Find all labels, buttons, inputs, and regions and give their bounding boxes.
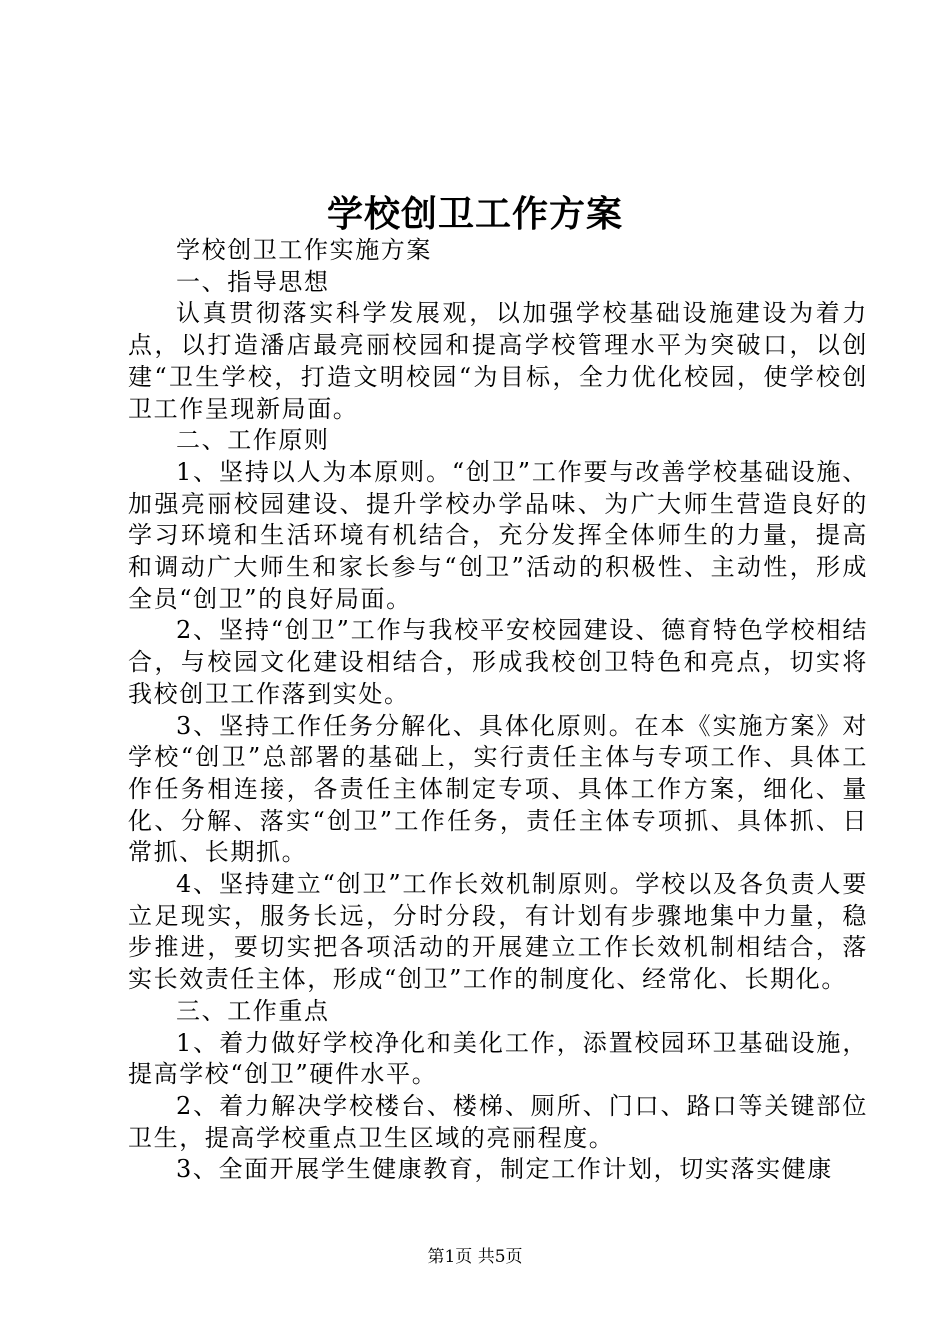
section-heading-2: 二、工作原则 [176,426,330,455]
document-body [128,235,868,1186]
page-footer: 第1页 共5页 [427,1247,523,1267]
section-heading-3: 三、工作重点 [176,996,330,1025]
body-paragraph: 1、着力做好学校净化和美化工作，添置校园环卫基础设施，提高学校“创卫”硬件水平。 [128,1028,868,1089]
body-paragraph: 认真贯彻落实科学发展观，以加强学校基础设施建设为着力点，以打造潘店最亮丽校园和提高学校管理水平为突破口，以创建“卫生学校，打造文明校园“为目标，全力优化校园，使学校创卫工作呈现新局面。 [128,299,868,423]
section-heading-1: 一、指导思想 [176,267,330,296]
body-paragraph: 2、着力解决学校楼台、楼梯、厕所、门口、路口等关键部位卫生，提高学校重点卫生区域的亮丽程度。 [128,1091,868,1152]
body-paragraph: 2、坚持“创卫”工作与我校平安校园建设、德育特色学校相结合，与校园文化建设相结合，形成我校创卫特色和亮点，切实将我校创卫工作落到实处。 [128,616,868,708]
body-paragraph: 1、坚持以人为本原则。“创卫”工作要与改善学校基础设施、加强亮丽校园建设、提升学校办学品味、为广大师生营造良好的学习环境和生活环境有机结合，充分发挥全体师生的力量，提高和调动广大师生和家长参与“创卫”活动的积极性、主动性，形成全员“创卫”的良好局面。 [128,457,868,613]
body-paragraph: 3、全面开展学生健康教育，制定工作计划，切实落实健康 [176,1155,833,1184]
document-title: 学校创卫工作方案 [326,193,623,235]
body-paragraph: 3、坚持工作任务分解化、具体化原则。在本《实施方案》对学校“创卫”总部署的基础上，实行责任主体与专项工作、具体工作任务相连接，各责任主体制定专项、具体工作方案，细化、量化、分解、落实“创卫”工作任务，责任主体专项抓、具体抓、日常抓、长期抓。 [128,711,868,867]
subtitle-paragraph: 学校创卫工作实施方案 [176,236,432,264]
body-paragraph: 4、坚持建立“创卫”工作长效机制原则。学校以及各负责人要立足现实，服务长远，分时分段，有计划有步骤地集中力量，稳步推进，要切实把各项活动的开展建立工作长效机制相结合，落实长效责任主体，形成“创卫”工作的制度化、经常化、长期化。 [128,870,868,994]
